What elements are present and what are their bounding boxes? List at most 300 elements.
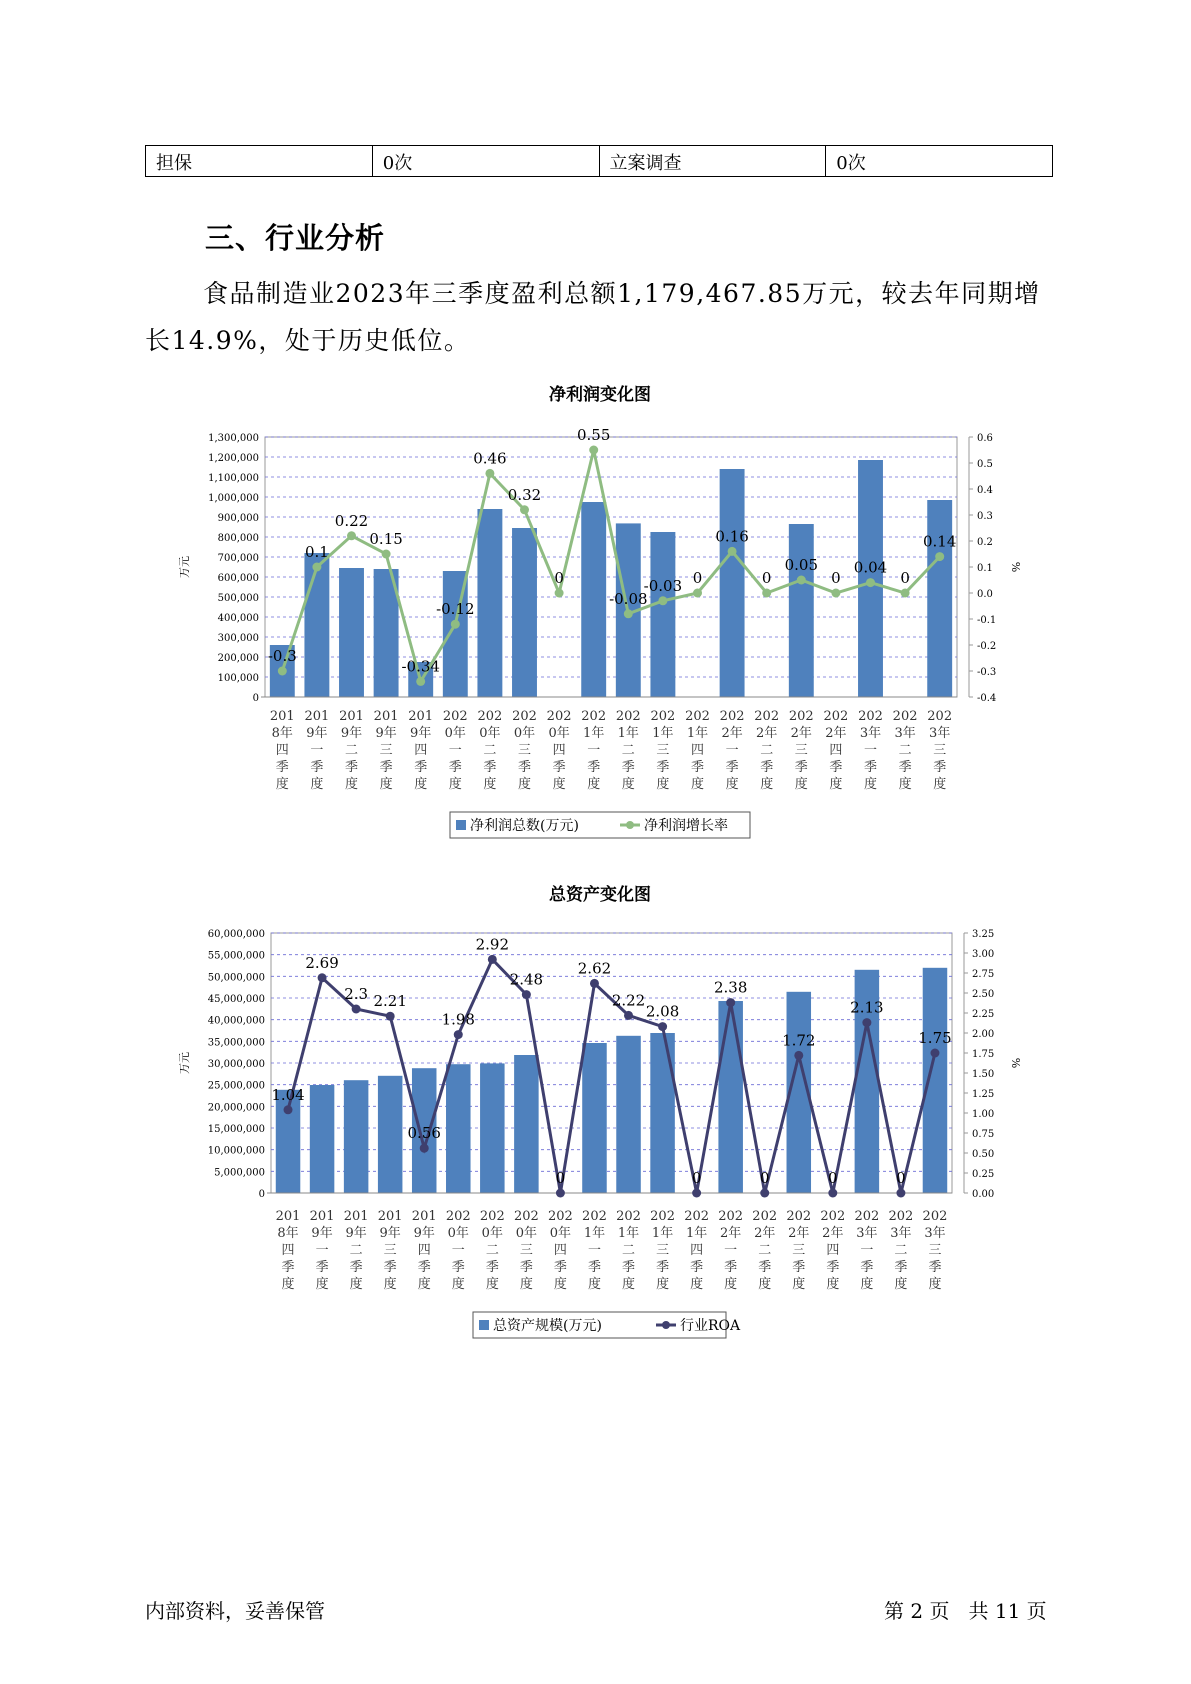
data-label: 0.22 bbox=[334, 511, 369, 530]
legend-line-label: 净利润增长率 bbox=[644, 818, 728, 834]
x-tick-label bbox=[339, 709, 364, 792]
y2-tick-label: 0.0 bbox=[977, 589, 993, 600]
line-point bbox=[693, 589, 702, 598]
x-tick-line: 9年 bbox=[306, 726, 328, 741]
y-tick-label: 60,000,000 bbox=[207, 929, 265, 940]
line-point bbox=[930, 1049, 939, 1058]
y2-tick-label: 0.6 bbox=[977, 433, 993, 444]
x-tick-line: 度 bbox=[483, 777, 497, 792]
y-tick-label: 25,000,000 bbox=[207, 1080, 265, 1092]
x-tick-label bbox=[477, 709, 502, 792]
y-tick-label: 100,000 bbox=[217, 673, 259, 684]
x-tick-line: 季 bbox=[725, 760, 739, 775]
x-tick-line: 度 bbox=[622, 1277, 636, 1292]
total-assets-chart bbox=[0, 880, 1191, 1350]
chart-title: 净利润变化图 bbox=[549, 385, 651, 405]
x-tick-label bbox=[820, 1209, 845, 1292]
x-tick-line: 四 bbox=[414, 743, 428, 758]
x-tick-line: 季 bbox=[414, 760, 428, 775]
x-tick-label bbox=[789, 709, 814, 792]
data-label: 0.1 bbox=[304, 543, 329, 561]
x-tick-line: 1年 bbox=[583, 726, 605, 741]
y2-axis-label: % bbox=[1009, 561, 1022, 573]
x-tick-line: 二 bbox=[344, 743, 359, 758]
x-tick-label bbox=[310, 1209, 335, 1292]
x-tick-line: 2年 bbox=[756, 726, 778, 741]
data-label: 0 bbox=[759, 1169, 770, 1187]
bar bbox=[304, 553, 329, 697]
x-tick-line: 度 bbox=[315, 1277, 329, 1292]
x-tick-line: 201 bbox=[408, 709, 434, 724]
line-point bbox=[284, 1105, 293, 1114]
line-point bbox=[896, 1189, 905, 1198]
line-point bbox=[866, 578, 875, 587]
bar bbox=[339, 568, 364, 697]
line-point bbox=[312, 563, 321, 572]
x-tick-line: 季 bbox=[690, 760, 705, 775]
x-tick-line: 季 bbox=[519, 1260, 533, 1275]
data-label: 2.3 bbox=[344, 985, 369, 1003]
x-tick-line: 季 bbox=[587, 1260, 601, 1275]
x-tick-label bbox=[443, 709, 468, 792]
x-tick-line: 四 bbox=[553, 1243, 567, 1258]
legend-line-marker bbox=[662, 1321, 670, 1329]
x-tick-line: 季 bbox=[863, 760, 878, 775]
x-tick-line: 三 bbox=[379, 743, 393, 758]
x-tick-label bbox=[752, 1209, 777, 1292]
x-tick-line: 度 bbox=[349, 1277, 363, 1292]
bar bbox=[514, 1055, 539, 1193]
x-tick-label bbox=[754, 709, 779, 792]
y2-tick-label: 1.75 bbox=[972, 1049, 995, 1060]
y2-tick-label: 3.25 bbox=[972, 929, 995, 940]
legend-bar-label: 净利润总数(万元) bbox=[470, 818, 579, 834]
x-tick-line: 度 bbox=[724, 1277, 738, 1292]
data-label: 2.92 bbox=[475, 935, 510, 954]
x-tick-line: 二 bbox=[898, 743, 912, 758]
x-tick-line: 度 bbox=[690, 1277, 704, 1292]
x-tick-line: 202 bbox=[754, 709, 780, 724]
y-tick-label: 700,000 bbox=[217, 553, 259, 564]
x-tick-line: 度 bbox=[379, 777, 393, 792]
x-tick-line: 202 bbox=[442, 709, 468, 724]
y2-axis-label: % bbox=[1009, 1057, 1022, 1069]
y2-tick-label: -0.4 bbox=[977, 693, 997, 704]
x-tick-line: 202 bbox=[445, 1209, 471, 1224]
x-tick-line: 202 bbox=[922, 1209, 948, 1224]
data-label: -0.34 bbox=[401, 657, 440, 676]
y2-tick-label: -0.3 bbox=[977, 667, 997, 678]
x-tick-label bbox=[548, 1209, 573, 1292]
x-tick-line: 三 bbox=[792, 1243, 806, 1258]
line-point bbox=[382, 550, 391, 559]
x-tick-line: 季 bbox=[517, 760, 532, 775]
x-tick-line: 度 bbox=[553, 1277, 567, 1292]
line-point bbox=[658, 1022, 667, 1031]
x-tick-line: 0年 bbox=[549, 1226, 572, 1241]
x-tick-line: 季 bbox=[451, 1260, 465, 1275]
x-tick-line: 三 bbox=[933, 743, 947, 758]
net-profit-chart-svg bbox=[0, 380, 1191, 850]
line-point bbox=[451, 620, 460, 629]
y2-tick-label: 2.75 bbox=[972, 969, 995, 980]
x-tick-line: 201 bbox=[275, 1209, 301, 1224]
x-tick-line: 3年 bbox=[894, 726, 916, 741]
x-tick-line: 季 bbox=[622, 1260, 636, 1275]
y-tick-label: 15,000,000 bbox=[207, 1124, 265, 1135]
x-tick-line: 季 bbox=[344, 760, 359, 775]
bar bbox=[650, 1033, 675, 1193]
y2-tick-label: 0.2 bbox=[977, 537, 993, 548]
table-cell: 0次 bbox=[826, 146, 1053, 177]
x-tick-line: 度 bbox=[310, 777, 324, 792]
x-tick-line: 三 bbox=[794, 743, 808, 758]
x-tick-line: 0年 bbox=[444, 726, 466, 741]
x-tick-line: 2年 bbox=[721, 726, 743, 741]
line-point bbox=[522, 990, 531, 999]
bar bbox=[477, 509, 502, 697]
y-tick-label: 40,000,000 bbox=[207, 1015, 265, 1027]
x-tick-line: 一 bbox=[315, 1243, 329, 1258]
x-tick-line: 9年 bbox=[375, 726, 397, 741]
bar bbox=[650, 532, 675, 697]
x-tick-line: 1年 bbox=[617, 1226, 640, 1241]
x-tick-line: 度 bbox=[552, 777, 566, 792]
x-tick-line: 1年 bbox=[617, 726, 639, 741]
x-tick-line: 三 bbox=[656, 1243, 670, 1258]
page-number: 第 2 页 共 11 页 bbox=[884, 1599, 1047, 1623]
section-title: 三、行业分析 bbox=[205, 221, 386, 255]
x-tick-line: 度 bbox=[656, 1277, 670, 1292]
x-tick-line: 三 bbox=[517, 743, 532, 758]
x-tick-label bbox=[374, 709, 399, 792]
x-tick-line: 二 bbox=[758, 1243, 772, 1258]
legend-bar-swatch bbox=[479, 1320, 489, 1330]
x-tick-line: 202 bbox=[684, 1209, 710, 1224]
table-row bbox=[146, 146, 1053, 177]
x-tick-line: 二 bbox=[349, 1243, 363, 1258]
y-tick-label: 50,000,000 bbox=[207, 972, 265, 984]
x-tick-line: 0年 bbox=[513, 726, 536, 741]
x-tick-line: 度 bbox=[656, 777, 670, 792]
x-tick-label bbox=[547, 709, 572, 792]
x-tick-line: 202 bbox=[854, 1209, 880, 1224]
data-label: 2.48 bbox=[509, 970, 544, 989]
data-label: 0.32 bbox=[507, 485, 542, 504]
x-tick-line: 2年 bbox=[822, 1226, 844, 1241]
x-tick-label bbox=[858, 709, 883, 792]
line-point bbox=[488, 955, 497, 964]
x-tick-line: 一 bbox=[863, 743, 878, 758]
line-point bbox=[416, 677, 425, 686]
y2-tick-label: 0.4 bbox=[977, 485, 993, 496]
x-tick-label bbox=[378, 1209, 403, 1292]
line-point bbox=[794, 1051, 803, 1060]
x-tick-label bbox=[514, 1209, 539, 1292]
x-tick-line: 度 bbox=[275, 777, 289, 792]
bar bbox=[718, 1001, 743, 1193]
y2-tick-label: 2.50 bbox=[972, 989, 995, 1000]
data-label: -0.03 bbox=[643, 576, 683, 595]
x-tick-line: 度 bbox=[863, 777, 878, 792]
y2-tick-label: 3.00 bbox=[972, 949, 995, 960]
x-tick-line: 度 bbox=[519, 1277, 533, 1292]
x-tick-line: 季 bbox=[448, 760, 462, 775]
x-tick-label bbox=[412, 1209, 437, 1292]
table-cell: 担保 bbox=[146, 146, 373, 177]
y-tick-label: 1,000,000 bbox=[208, 493, 259, 504]
x-tick-line: 季 bbox=[587, 760, 601, 775]
x-tick-line: 9年 bbox=[345, 1226, 367, 1241]
y2-tick-label: 1.25 bbox=[972, 1089, 995, 1100]
legend-line-label: 行业ROA bbox=[680, 1318, 741, 1334]
x-tick-line: 二 bbox=[760, 743, 774, 758]
data-label: 2.62 bbox=[577, 959, 612, 978]
data-label: 2.13 bbox=[850, 998, 884, 1017]
x-tick-line: 季 bbox=[621, 760, 635, 775]
x-tick-line: 季 bbox=[552, 760, 566, 775]
x-tick-line: 度 bbox=[517, 777, 532, 792]
x-tick-label bbox=[650, 709, 675, 792]
x-tick-line: 度 bbox=[451, 1277, 465, 1292]
x-tick-line: 202 bbox=[581, 709, 607, 724]
data-label: 1.72 bbox=[782, 1031, 816, 1050]
x-tick-label bbox=[786, 1209, 811, 1292]
line-point bbox=[555, 589, 564, 598]
x-tick-line: 9年 bbox=[410, 726, 432, 741]
x-tick-line: 季 bbox=[829, 760, 843, 775]
x-tick-line: 度 bbox=[933, 777, 947, 792]
x-tick-line: 季 bbox=[690, 1260, 704, 1275]
y2-tick-label: -0.1 bbox=[977, 615, 997, 626]
x-tick-line: 季 bbox=[315, 1260, 329, 1275]
x-tick-line: 度 bbox=[417, 1277, 431, 1292]
x-tick-line: 9年 bbox=[379, 1226, 401, 1241]
x-tick-line: 二 bbox=[622, 1243, 636, 1258]
y2-tick-label: 2.00 bbox=[972, 1029, 995, 1040]
data-label: -0.3 bbox=[267, 647, 297, 665]
x-tick-label bbox=[684, 1209, 709, 1292]
x-tick-label bbox=[616, 709, 641, 792]
x-tick-line: 202 bbox=[546, 709, 572, 724]
x-tick-line: 度 bbox=[928, 1277, 942, 1292]
x-tick-line: 202 bbox=[650, 1209, 675, 1224]
x-tick-line: 季 bbox=[826, 1260, 840, 1275]
y2-tick-label: 0.75 bbox=[972, 1129, 995, 1140]
x-tick-label bbox=[480, 1209, 505, 1292]
x-tick-line: 季 bbox=[894, 1260, 908, 1275]
line-point bbox=[658, 596, 667, 605]
x-tick-line: 一 bbox=[587, 1243, 601, 1258]
x-tick-line: 202 bbox=[719, 709, 745, 724]
x-tick-line: 一 bbox=[724, 1243, 738, 1258]
line-point bbox=[318, 973, 327, 982]
line-point bbox=[624, 1011, 633, 1020]
x-tick-line: 度 bbox=[587, 1277, 601, 1292]
x-tick-line: 202 bbox=[788, 709, 814, 724]
x-tick-line: 二 bbox=[485, 1243, 499, 1258]
data-label: 0 bbox=[554, 569, 564, 587]
chart-title: 总资产变化图 bbox=[549, 885, 651, 905]
y2-tick-label: 0.25 bbox=[972, 1169, 995, 1180]
x-tick-line: 季 bbox=[758, 1260, 772, 1275]
line-point bbox=[278, 667, 287, 676]
x-tick-line: 202 bbox=[512, 709, 537, 724]
x-tick-label bbox=[720, 709, 745, 792]
x-tick-line: 201 bbox=[269, 709, 295, 724]
x-tick-line: 2年 bbox=[788, 1226, 810, 1241]
x-tick-line: 202 bbox=[582, 1209, 607, 1224]
line-point bbox=[454, 1030, 463, 1039]
x-tick-line: 202 bbox=[718, 1209, 744, 1224]
line-point bbox=[726, 998, 735, 1007]
x-tick-line: 201 bbox=[304, 709, 330, 724]
x-tick-line: 1年 bbox=[583, 1226, 606, 1241]
x-tick-line: 季 bbox=[275, 760, 289, 775]
bar bbox=[927, 500, 952, 697]
x-tick-label bbox=[344, 1209, 369, 1292]
line-point bbox=[386, 1012, 395, 1021]
y-tick-label: 10,000,000 bbox=[207, 1145, 265, 1157]
data-label: 0 bbox=[691, 1169, 702, 1187]
x-tick-line: 9年 bbox=[413, 1226, 435, 1241]
data-label: 0.14 bbox=[922, 532, 957, 551]
x-tick-label bbox=[893, 709, 918, 792]
x-tick-line: 一 bbox=[310, 743, 324, 758]
legend-line-marker bbox=[626, 821, 634, 829]
data-label: 2.22 bbox=[611, 991, 646, 1010]
x-tick-line: 四 bbox=[690, 1243, 704, 1258]
x-tick-line: 季 bbox=[656, 760, 670, 775]
x-tick-line: 四 bbox=[826, 1243, 840, 1258]
x-tick-line: 度 bbox=[690, 777, 705, 792]
x-tick-line: 四 bbox=[690, 743, 705, 758]
line-point bbox=[831, 589, 840, 598]
x-tick-line: 202 bbox=[823, 709, 849, 724]
x-tick-line: 度 bbox=[829, 777, 843, 792]
y-tick-label: 1,300,000 bbox=[208, 433, 259, 444]
x-tick-label bbox=[823, 709, 848, 792]
x-tick-line: 季 bbox=[724, 1260, 738, 1275]
x-tick-label bbox=[927, 709, 952, 792]
line-point bbox=[352, 1005, 361, 1014]
x-tick-line: 季 bbox=[928, 1260, 942, 1275]
y-axis-label: 万元 bbox=[178, 1052, 191, 1074]
data-label: 2.38 bbox=[713, 978, 748, 997]
x-tick-line: 0年 bbox=[548, 726, 570, 741]
x-tick-line: 202 bbox=[752, 1209, 778, 1224]
y-tick-label: 200,000 bbox=[217, 653, 259, 664]
x-tick-line: 季 bbox=[485, 1260, 499, 1275]
x-tick-line: 度 bbox=[794, 777, 808, 792]
x-tick-line: 四 bbox=[281, 1243, 295, 1258]
x-tick-line: 一 bbox=[451, 1243, 465, 1258]
data-label: 0 bbox=[896, 1169, 906, 1187]
x-tick-line: 季 bbox=[379, 760, 393, 775]
x-tick-label bbox=[616, 1209, 641, 1292]
x-tick-line: 一 bbox=[448, 743, 462, 758]
y-tick-label: 900,000 bbox=[217, 513, 259, 524]
x-tick-line: 季 bbox=[794, 760, 808, 775]
data-label: 0 bbox=[555, 1169, 566, 1187]
x-tick-line: 3年 bbox=[924, 1226, 946, 1241]
x-tick-line: 202 bbox=[513, 1209, 539, 1224]
x-tick-line: 3年 bbox=[929, 726, 951, 741]
x-tick-line: 季 bbox=[656, 1260, 670, 1275]
bar bbox=[616, 1036, 641, 1193]
x-tick-line: 季 bbox=[553, 1260, 567, 1275]
x-tick-line: 1年 bbox=[685, 1226, 708, 1241]
x-tick-line: 9年 bbox=[311, 1226, 333, 1241]
x-tick-label bbox=[718, 1209, 743, 1292]
line-point bbox=[520, 505, 529, 514]
data-label: 1.75 bbox=[918, 1029, 952, 1047]
x-tick-line: 季 bbox=[310, 760, 324, 775]
x-tick-line: 度 bbox=[898, 777, 912, 792]
y2-tick-label: 0.1 bbox=[977, 563, 993, 574]
data-label: 0 bbox=[692, 569, 703, 587]
x-tick-line: 一 bbox=[587, 743, 601, 758]
line-point bbox=[347, 531, 356, 540]
data-label: 0.16 bbox=[715, 527, 749, 546]
x-tick-line: 202 bbox=[548, 1209, 573, 1224]
y2-tick-label: 2.25 bbox=[972, 1009, 995, 1020]
x-tick-line: 一 bbox=[860, 1243, 874, 1258]
x-tick-label bbox=[685, 709, 710, 792]
line-point bbox=[901, 589, 910, 598]
y-axis-label: 万元 bbox=[178, 556, 191, 578]
line-point bbox=[556, 1189, 565, 1198]
x-tick-line: 度 bbox=[860, 1277, 874, 1292]
line-point bbox=[760, 1189, 769, 1198]
line-point bbox=[692, 1189, 701, 1198]
x-tick-label bbox=[446, 1209, 471, 1292]
x-tick-line: 9年 bbox=[340, 726, 363, 741]
bar bbox=[310, 1085, 335, 1193]
bar bbox=[480, 1063, 505, 1193]
data-label: 2.08 bbox=[645, 1002, 680, 1021]
table-cell: 立案调查 bbox=[599, 146, 826, 177]
x-tick-line: 202 bbox=[616, 1209, 641, 1224]
y2-tick-label: 0.00 bbox=[972, 1189, 995, 1200]
x-tick-line: 三 bbox=[656, 743, 670, 758]
x-tick-line: 0年 bbox=[515, 1226, 538, 1241]
y2-tick-label: 0.5 bbox=[977, 459, 993, 470]
y-tick-label: 0 bbox=[252, 693, 259, 704]
bar bbox=[344, 1080, 369, 1193]
x-tick-line: 四 bbox=[275, 743, 289, 758]
x-tick-label bbox=[923, 1209, 948, 1292]
x-tick-line: 四 bbox=[417, 1243, 431, 1258]
x-tick-line: 1年 bbox=[686, 726, 709, 741]
bar bbox=[446, 1064, 471, 1193]
x-tick-line: 度 bbox=[894, 1277, 908, 1292]
data-label: 2.21 bbox=[373, 992, 407, 1011]
line-point bbox=[485, 469, 494, 478]
bar bbox=[581, 502, 606, 697]
line-point bbox=[420, 1144, 429, 1153]
x-tick-line: 2年 bbox=[825, 726, 847, 741]
x-tick-line: 201 bbox=[309, 1209, 335, 1224]
x-tick-line: 201 bbox=[411, 1209, 437, 1224]
bar bbox=[720, 469, 745, 697]
data-label: 0.55 bbox=[576, 426, 611, 444]
line-point bbox=[797, 576, 806, 585]
x-tick-line: 二 bbox=[483, 743, 497, 758]
bar bbox=[789, 524, 814, 697]
line-point bbox=[828, 1189, 837, 1198]
x-tick-line: 0年 bbox=[481, 1226, 503, 1241]
